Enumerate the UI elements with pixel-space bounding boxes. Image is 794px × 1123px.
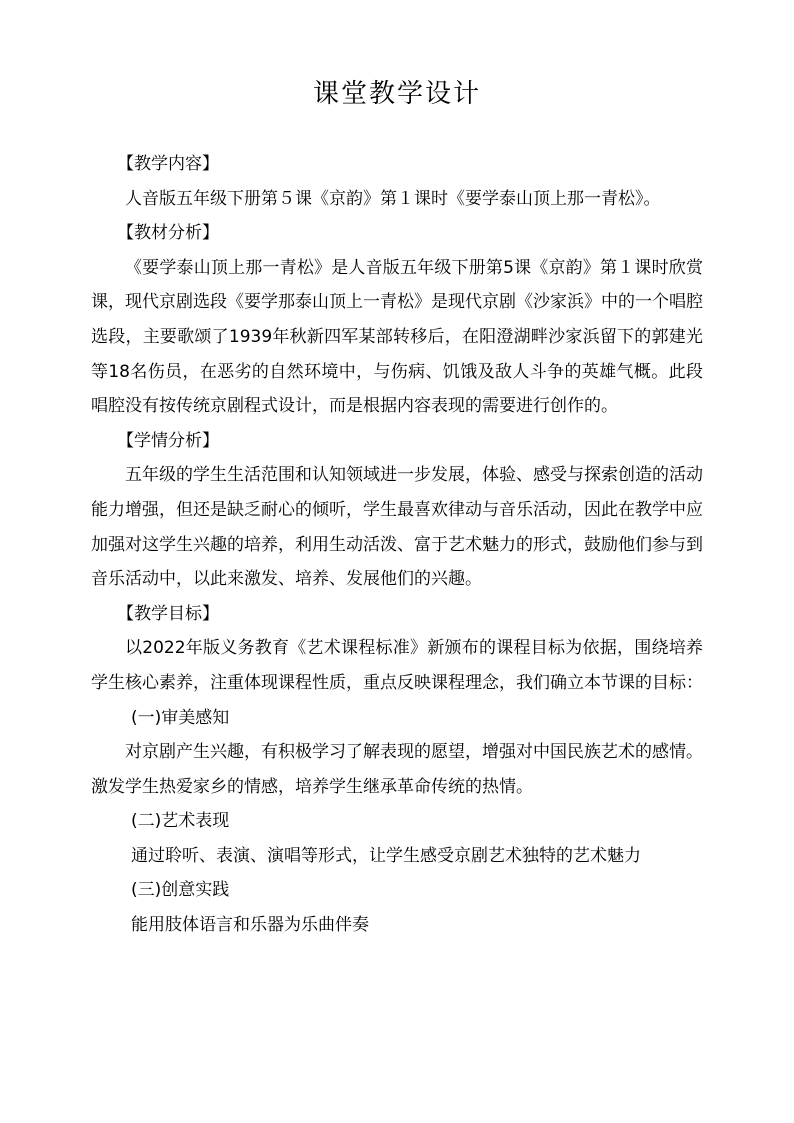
section-heading-student-analysis: 【学情分析】 bbox=[117, 430, 219, 451]
objective-label-practice: (三)创意实践 bbox=[131, 880, 230, 901]
objective-text-practice: 能用肢体语言和乐器为乐曲伴奏 bbox=[131, 915, 369, 936]
objective-label-aesthetic: (一)审美感知 bbox=[131, 707, 230, 728]
section-heading-material-analysis: 【教材分析】 bbox=[117, 223, 219, 244]
objective-text-expression: 通过聆听、表演、演唱等形式，让学生感受京剧艺术独特的艺术魅力 bbox=[131, 845, 641, 866]
section-paragraph-student-analysis: 五年级的学生生活范围和认知领域进一步发展，体验、感受与探索创造的活动能力增强，但还是缺乏耐心的倾听，学生最喜欢律动与音乐活动，因此在教学中应加强对这学生兴趣的培养，利用生动活泼、富于艺术魅力的形式，鼓励他们参与到音乐活动中，以此来激发、培养、发展他们的兴趣。 bbox=[91, 465, 703, 590]
page-title: 课堂教学设计 bbox=[312, 79, 481, 109]
section-heading-teaching-goals: 【教学目标】 bbox=[117, 603, 219, 624]
document-body bbox=[91, 147, 703, 943]
objective-label-expression: (二)艺术表现 bbox=[131, 811, 230, 832]
section-heading-teaching-content: 【教学内容】 bbox=[117, 154, 219, 174]
objective-text-aesthetic: 对京剧产生兴趣，有积极学习了解表现的愿望，增强对中国民族艺术的感情。激发学生热爱家乡的情感，培养学生继承革命传统的热情。 bbox=[91, 742, 703, 797]
section-paragraph-teaching-goals: 以2022年版义务教育《艺术课程标准》新颁布的课程目标为依据，围绕培养学生核心素养，注重体现课程性质，重点反映课程理念，我们确立本节课的目标： bbox=[91, 638, 703, 693]
section-paragraph-material-analysis: 《要学泰山顶上那一青松》是人音版五年级下册第5课《京韵》第１课时欣赏课，现代京剧选段《要学那泰山顶上一青松》是现代京剧《沙家浜》中的一个唱腔选段，主要歌颂了1939年秋新四军某部转移后，在阳澄湖畔沙家浜留下的郭建光等18名伤员，在恶劣的自然环境中，与伤病、饥饿及敌人斗争的英雄气概。此段唱腔没有按传统京剧程式设计，而是根据内容表现的需要进行创作的。 bbox=[91, 257, 703, 417]
section-paragraph-teaching-content: 人音版五年级下册第５课《京韵》第１课时《要学泰山顶上那一青松》。 bbox=[125, 188, 661, 209]
